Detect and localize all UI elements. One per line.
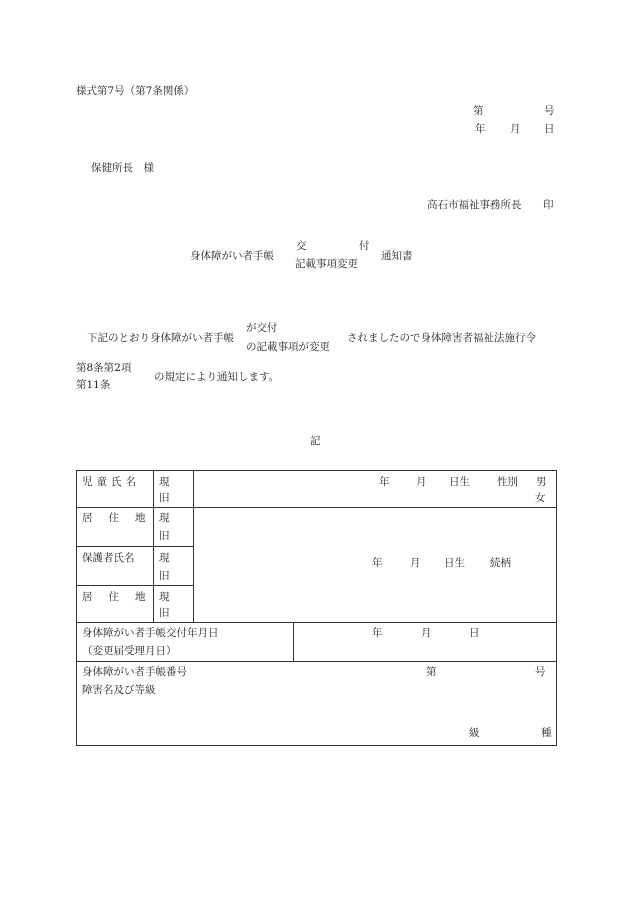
issue-date-label: 身体障がい者手帳交付年月日 (82, 627, 219, 639)
disability-grade-label: 障害名及び等級 (82, 684, 156, 696)
child-address-current-label: 現 (159, 512, 170, 524)
disability-grade-kyu: 級 (469, 727, 480, 739)
guardian-address-former-label: 旧 (159, 607, 170, 619)
certificate-number-go: 号 (535, 666, 546, 678)
guardian-name-current-label: 現 (159, 552, 170, 564)
date-day: 日 (544, 123, 555, 135)
guardian-relation-label: 続柄 (490, 557, 511, 569)
child-sex-female: 女 (535, 492, 546, 504)
child-name-current-label: 現 (159, 476, 170, 488)
row-certificate-number (77, 662, 557, 746)
child-sex-male: 男 (536, 476, 547, 488)
ki-heading: 記 (310, 435, 321, 447)
body-line2-option-art8: 第8条第2項 (76, 362, 132, 374)
date-month: 月 (510, 123, 521, 135)
guardian-name-label: 保護者氏名 (82, 552, 135, 564)
document-number-go: 号 (544, 105, 555, 117)
title-option-change: 記載事項変更 (295, 258, 358, 270)
body-line2-post: の規定により通知します。 (154, 371, 280, 383)
date-year: 年 (475, 123, 486, 135)
child-name-former-label: 旧 (159, 492, 170, 504)
title-option-fu: 付 (359, 240, 370, 252)
certificate-number-label: 身体障がい者手帳番号 (82, 666, 187, 678)
child-sex-label: 性別 (497, 476, 518, 488)
disability-type-shu: 種 (541, 727, 552, 739)
child-birth-month: 月 (416, 476, 427, 488)
form-number: 様式第7号（第7条関係） (76, 85, 195, 97)
child-name-label: 児童氏名 (82, 476, 140, 488)
body-line2-option-art11: 第11条 (76, 379, 111, 391)
body-line1-pre: 下記のとおり身体障がい者手帳 (87, 332, 234, 344)
addressee: 保健所長 様 (91, 162, 154, 174)
issue-date-month: 月 (421, 627, 432, 639)
row-child-name (77, 471, 557, 508)
child-address-former-label: 旧 (159, 530, 170, 542)
change-receipt-date-label: （変更届受理月日） (82, 645, 177, 657)
certificate-number-dai: 第 (426, 666, 437, 678)
guardian-birth-year: 年 (372, 557, 383, 569)
body-line1-post: されましたので身体障害者福祉法施行令 (347, 332, 536, 344)
guardian-address-label: 居住地 (82, 591, 162, 603)
title-option-kou: 交 (296, 240, 307, 252)
row-child-address (77, 508, 557, 547)
title-main: 身体障がい者手帳 (190, 250, 274, 262)
issue-date-year: 年 (372, 627, 383, 639)
sender: 高石市福祉事務所長 (427, 199, 522, 211)
child-birth-year: 年 (379, 476, 390, 488)
document-number-dai: 第 (473, 105, 484, 117)
notification-table (76, 470, 557, 746)
guardian-birth-month: 月 (410, 557, 421, 569)
guardian-name-former-label: 旧 (159, 570, 170, 582)
guardian-birth-day: 日生 (444, 557, 465, 569)
guardian-address-current-label: 現 (159, 591, 170, 603)
title-suffix: 通知書 (381, 250, 413, 262)
issue-date-day: 日 (469, 627, 480, 639)
child-birth-day: 日生 (449, 476, 470, 488)
body-line1-option-issued: が交付 (246, 322, 278, 334)
row-issue-date (77, 623, 557, 662)
body-line1-option-changed: の記載事項が変更 (246, 341, 330, 353)
child-address-label: 居住地 (82, 512, 162, 524)
seal-mark: 印 (543, 199, 554, 211)
